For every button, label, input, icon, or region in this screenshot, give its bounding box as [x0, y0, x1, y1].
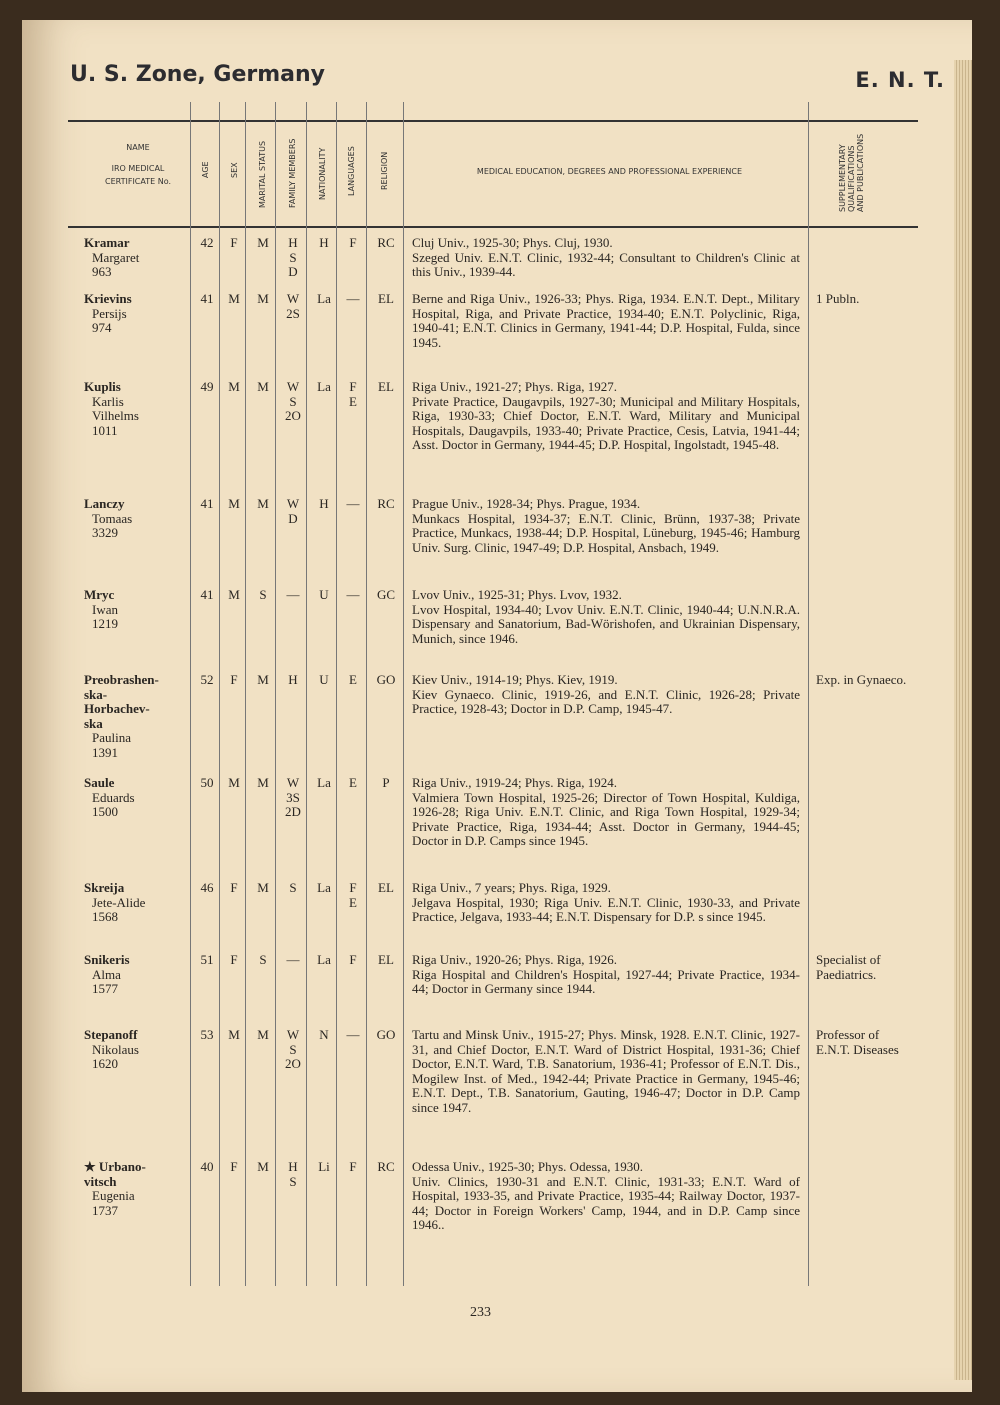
- entry-experience-paragraph: Berne and Riga Univ., 1926-33; Phys. Riga, 1934. E.N.T. Dept., Military Hospital, Riga, and Private Practice, 1934-40; E.N.T. Polyclinic, Riga, 1940-41; E.N.T. Clinics in Germany, 1941-44; D.P. Hospital, Fulda, since 1945.: [412, 291, 800, 350]
- entry-family-members: [279, 380, 307, 424]
- entry-family-members: [279, 881, 307, 896]
- entry-given-name: Tomaas: [92, 510, 133, 526]
- entry-experience-paragraph: Kiev Univ., 1914-19; Phys. Kiev, 1919.: [412, 672, 618, 687]
- entry-name-cell: [84, 776, 184, 820]
- entry-religion: EL: [378, 379, 394, 394]
- entry-surname: Lanczy: [84, 496, 125, 511]
- entry-religion: EL: [378, 952, 394, 967]
- entry-sex: M: [228, 1027, 240, 1042]
- entry-family-member: W: [286, 775, 300, 790]
- entry-age: 51: [200, 952, 214, 967]
- entry-supplementary: Professor of E.N.T. Diseases: [816, 1027, 899, 1057]
- entry-family-member: W: [286, 1027, 300, 1042]
- entry-age: 42: [200, 235, 214, 250]
- entry-family-member: —: [286, 587, 300, 602]
- entry-given-name: 1568: [92, 909, 118, 925]
- entry-given-name: Alma: [92, 966, 121, 982]
- entry-nationality: U: [319, 587, 329, 602]
- entry-religion: GO: [376, 1027, 396, 1042]
- column-divider: [366, 102, 367, 1286]
- entry-age: 53: [200, 1027, 214, 1042]
- entry-sex: F: [230, 672, 238, 687]
- entry-language: E: [349, 672, 357, 687]
- entry-given-name: Iwan: [92, 601, 118, 617]
- entry-nationality: N: [319, 1027, 329, 1042]
- entry-family-member: 2O: [285, 408, 301, 424]
- entry-language: F: [349, 1159, 357, 1174]
- entry-family-members: [279, 1160, 307, 1189]
- entry-given-name: 1737: [92, 1202, 118, 1218]
- entry-sex: M: [228, 379, 240, 394]
- column-divider: [403, 102, 404, 1286]
- entry-religion: RC: [377, 1159, 395, 1174]
- entry-surname: Snikeris: [84, 952, 130, 967]
- entry-sex: M: [228, 291, 240, 306]
- entry-given-name: Paulina: [92, 730, 131, 746]
- entry-sex: F: [230, 1159, 238, 1174]
- entry-given-name: Eugenia: [92, 1188, 135, 1204]
- entry-languages: [340, 776, 366, 791]
- entry-marital-status: S: [259, 952, 267, 967]
- entry-experience-paragraph: Riga Univ., 1920-26; Phys. Riga, 1926.: [412, 952, 617, 967]
- entry-name-cell: [84, 881, 184, 925]
- entry-family-member: H: [288, 1159, 298, 1174]
- entry-given-name: Margaret: [92, 249, 140, 265]
- entry-religion: RC: [377, 235, 395, 250]
- entry-given-name: Persijs: [92, 305, 127, 321]
- entry-family-member: H: [288, 235, 298, 250]
- entry-experience: [412, 776, 800, 849]
- entry-age: 50: [200, 775, 214, 790]
- entry-given-name: 3329: [92, 525, 118, 541]
- entry-languages: [340, 588, 366, 603]
- column-divider: [190, 102, 191, 1286]
- header-bottom-rule: [68, 226, 918, 228]
- entry-experience: [412, 1160, 800, 1233]
- entry-family-members: [279, 673, 307, 688]
- entry-experience: [412, 292, 800, 350]
- column-divider: [336, 102, 337, 1286]
- entry-family-members: [279, 292, 307, 321]
- entry-family-member: S: [289, 880, 297, 895]
- entry-experience-paragraph: Riga Hospital and Children's Hospital, 1927-44; Private Practice, 1934-44; Doctor in Germany since 1944.: [412, 966, 800, 997]
- column-header-languages: LANGUAGES: [347, 146, 356, 196]
- entry-name-cell: [84, 497, 184, 541]
- entry-language: E: [349, 775, 357, 790]
- entry-experience-paragraph: Cluj Univ., 1925-30; Phys. Cluj, 1930.: [412, 235, 613, 250]
- entry-experience: [412, 953, 800, 997]
- entry-given-name: 1577: [92, 981, 118, 997]
- entry-experience-paragraph: Valmiera Town Hospital, 1925-26; Director of Town Hospital, Kuldiga, 1926-28; Riga Univ. E.N.T. Clinic, and Riga Town Hospital, 1929-34; Private Practice, Riga, 1934-44; Asst. Doctor in Germany, 1944-45; Doctor in D.P. Camps since 1945.: [412, 789, 800, 849]
- column-header-name-line: CERTIFICATE No.: [104, 176, 172, 186]
- entry-experience-paragraph: Kiev Gynaeco. Clinic, 1919-26, and E.N.T. Clinic, 1926-28; Private Practice, 1928-43; Doctor in D.P. Camp, 1945-47.: [412, 686, 800, 717]
- entry-experience-paragraph: Szeged Univ. E.N.T. Clinic, 1932-44; Consultant to Children's Clinic at this Univ., 1939-44.: [412, 249, 800, 280]
- entry-age: 40: [200, 1159, 214, 1174]
- entry-experience: [412, 673, 800, 717]
- entry-family-members: [279, 588, 307, 603]
- entry-nationality: La: [317, 880, 331, 895]
- entry-language: F: [349, 952, 357, 967]
- entry-nationality: H: [319, 496, 329, 511]
- page-header-section: E. N. T.: [855, 68, 945, 92]
- entry-surname: Krievins: [84, 291, 132, 306]
- entry-name-cell: [84, 380, 184, 438]
- entry-family-members: [279, 1028, 307, 1072]
- entry-family-member: W: [286, 496, 300, 511]
- entry-sex: F: [230, 880, 238, 895]
- entry-surname: ska-: [84, 686, 108, 702]
- entry-experience-paragraph: Prague Univ., 1928-34; Phys. Prague, 1934.: [412, 496, 641, 511]
- entry-given-name: 1219: [92, 616, 118, 632]
- entry-nationality: La: [317, 952, 331, 967]
- entry-experience-paragraph: Munkacs Hospital, 1934-37; E.N.T. Clinic, Brünn, 1937-38; Private Practice, Munkacs, 1938-44; D.P. Hospital, Lüneburg, 1945-46; Hamburg Univ. Surg. Clinic, 1947-49; D.P. Hospital, Ansbach, 1949.: [412, 510, 800, 555]
- entry-religion: GO: [376, 672, 396, 687]
- entry-surname: Preobrashen-: [84, 672, 159, 687]
- entry-language: E: [349, 894, 357, 910]
- entry-surname: ska: [84, 715, 103, 731]
- entry-languages: [340, 380, 366, 409]
- entry-family-member: —: [286, 952, 300, 967]
- entry-languages: [340, 881, 366, 910]
- entry-surname: Kramar: [84, 235, 130, 250]
- entry-experience-paragraph: Lvov Hospital, 1934-40; Lvov Univ. E.N.T. Clinic, 1940-44; U.N.N.R.A. Dispensary and Sanatorium, Bad-Wörishofen, and Ukrainian Dispensary, Munich, since 1946.: [412, 601, 800, 646]
- entry-marital-status: M: [257, 880, 269, 895]
- entry-family-member: S: [289, 393, 297, 409]
- column-header-supplementary: [838, 134, 866, 212]
- entry-sex: F: [230, 235, 238, 250]
- column-header-religion: RELIGION: [380, 151, 389, 190]
- entry-family-members: [279, 953, 307, 968]
- entry-name-cell: [84, 1028, 184, 1072]
- entry-language: F: [349, 235, 357, 250]
- entry-surname: ★ Urbano-: [84, 1159, 146, 1174]
- column-header-supplementary-line: AND PUBLICATIONS: [856, 133, 866, 212]
- column-header-marital: MARITAL STATUS: [258, 140, 267, 208]
- column-divider: [275, 102, 276, 1286]
- column-divider: [245, 102, 246, 1286]
- entry-experience: [412, 881, 800, 925]
- entry-surname: Stepanoff: [84, 1027, 138, 1042]
- column-divider: [219, 102, 220, 1286]
- entry-languages: [340, 953, 366, 968]
- entry-surname: Kuplis: [84, 379, 121, 394]
- column-divider: [808, 102, 809, 1286]
- entry-given-name: 1391: [92, 744, 118, 760]
- entry-marital-status: M: [257, 1159, 269, 1174]
- entry-language: —: [346, 587, 360, 602]
- entry-marital-status: S: [259, 587, 267, 602]
- entry-nationality: U: [319, 672, 329, 687]
- entry-nationality: La: [317, 379, 331, 394]
- column-header-family: FAMILY MEMBERS: [288, 138, 297, 208]
- entry-name-cell: [84, 953, 184, 997]
- entry-given-name: 974: [92, 320, 112, 336]
- entry-family-member: W: [286, 291, 300, 306]
- entry-experience-paragraph: Riga Univ., 7 years; Phys. Riga, 1929.: [412, 880, 611, 895]
- column-header-sex: SEX: [230, 162, 239, 178]
- entry-experience-paragraph: Jelgava Hospital, 1930; Riga Univ. E.N.T. Clinic, 1930-33, and Private Practice, Jelgava, 1933-44; E.N.T. Dispensary for D.P. s since 1945.: [412, 894, 800, 925]
- entry-given-name: Vilhelms: [92, 408, 139, 424]
- entry-languages: [340, 292, 366, 307]
- entry-language: E: [349, 393, 357, 409]
- entry-family-members: [279, 236, 307, 280]
- entry-experience-paragraph: Lvov Univ., 1925-31; Phys. Lvov, 1932.: [412, 587, 622, 602]
- column-header-age: AGE: [201, 161, 210, 178]
- entry-given-name: 963: [92, 264, 112, 280]
- entry-age: 52: [200, 672, 214, 687]
- entry-languages: [340, 1160, 366, 1175]
- entry-family-member: D: [288, 510, 298, 526]
- entry-age: 41: [200, 291, 214, 306]
- entry-family-member: 3S: [286, 789, 300, 805]
- entry-languages: [340, 1028, 366, 1043]
- column-header-supplementary-line: QUALIFICATIONS: [847, 145, 857, 212]
- entry-given-name: Nikolaus: [92, 1041, 139, 1057]
- entry-experience-paragraph: Tartu and Minsk Univ., 1915-27; Phys. Minsk, 1928. E.N.T. Clinic, 1927-31, and Chief Doctor, E.N.T. Ward of District Hospital, 1931-36; Chief Doctor, E.N.T. Ward, T.B. Sanatorium, 1936-41; Professor of E.N.T. Dis., Mogilew Inst. of Med., 1942-44; Private Practice in Germany, 1945-46; E.N.T. Dept., T.B. Sanatorium, Gauting, 1946-47; Doctor in D.P. Camp since 1947.: [412, 1027, 800, 1115]
- entry-sex: F: [230, 952, 238, 967]
- entry-experience: [412, 588, 800, 646]
- entry-surname: Mryc: [84, 587, 115, 602]
- entry-name-cell: [84, 236, 184, 280]
- entry-religion: RC: [377, 496, 395, 511]
- entry-age: 41: [200, 587, 214, 602]
- entry-family-member: S: [289, 1173, 297, 1189]
- entry-family-member: D: [288, 264, 298, 280]
- entry-nationality: La: [317, 775, 331, 790]
- entry-religion: GC: [376, 587, 396, 602]
- entry-given-name: Eduards: [92, 789, 135, 805]
- entry-marital-status: M: [257, 291, 269, 306]
- entry-surname: vitsch: [84, 1173, 117, 1189]
- entry-age: 46: [200, 880, 214, 895]
- entry-age: 49: [200, 379, 214, 394]
- entry-family-member: 2S: [286, 305, 300, 321]
- entry-sex: M: [228, 775, 240, 790]
- entry-language: F: [349, 379, 357, 394]
- entry-experience-paragraph: Odessa Univ., 1925-30; Phys. Odessa, 1930.: [412, 1159, 643, 1174]
- entry-experience-paragraph: Univ. Clinics, 1930-31 and E.N.T. Clinic, 1931-33; E.N.T. Ward of Hospital, 1933-35, and Private Practice, 1935-44; Railway Doctor, 1937-44; Doctor in Foreign Workers' Camp, 1944, and in D.P. Camp since 1946..: [412, 1173, 800, 1233]
- entry-marital-status: M: [257, 379, 269, 394]
- column-header-name: [88, 142, 188, 188]
- header-top-rule: [68, 120, 918, 122]
- entry-family-member: 2O: [285, 1056, 301, 1072]
- entry-experience: [412, 1028, 800, 1116]
- entry-given-name: Jete-Alide: [92, 894, 146, 910]
- entry-marital-status: M: [257, 672, 269, 687]
- entry-given-name: 1011: [92, 422, 118, 438]
- page-header-title: U. S. Zone, Germany: [70, 62, 326, 87]
- entry-experience-paragraph: Riga Univ., 1919-24; Phys. Riga, 1924.: [412, 775, 617, 790]
- entry-languages: [340, 673, 366, 688]
- entry-name-cell: [84, 1160, 184, 1218]
- entry-name-cell: [84, 292, 184, 336]
- entry-family-member: H: [288, 672, 298, 687]
- entry-family-member: 2D: [285, 804, 301, 820]
- entry-marital-status: M: [257, 496, 269, 511]
- entry-family-member: S: [289, 249, 297, 265]
- entry-experience-paragraph: Riga Univ., 1921-27; Phys. Riga, 1927.: [412, 379, 617, 394]
- column-header-experience: MEDICAL EDUCATION, DEGREES AND PROFESSIONAL EXPERIENCE: [476, 167, 743, 176]
- entry-given-name: Karlis: [92, 393, 124, 409]
- entry-age: 41: [200, 496, 214, 511]
- entry-surname: Horbachev-: [84, 701, 150, 717]
- entry-language: —: [346, 291, 360, 306]
- entry-name-cell: [84, 673, 184, 761]
- entry-marital-status: M: [257, 235, 269, 250]
- column-header-supplementary-line: SUPPLEMENTARY: [838, 144, 847, 212]
- entry-supplementary: Exp. in Gynaeco.: [816, 672, 907, 687]
- entry-experience: [412, 380, 800, 453]
- entry-religion: EL: [378, 291, 394, 306]
- entry-nationality: H: [319, 235, 329, 250]
- column-header-name-line: IRO MEDICAL: [111, 163, 165, 173]
- entry-language: —: [346, 496, 360, 511]
- entry-supplementary: Specialist of Paediatrics.: [816, 952, 881, 982]
- entry-language: F: [349, 880, 357, 895]
- entry-language: —: [346, 1027, 360, 1042]
- entry-sex: M: [228, 496, 240, 511]
- entry-experience-paragraph: Private Practice, Daugavpils, 1927-30; Municipal and Military Hospitals, Riga, 1930-33; Chief Doctor, E.N.T. Ward, Military and Municipal Hospitals, Daugavpils, 1933-40; Private Practice, Cesis, Latvia, 1941-44; Asst. Doctor in Germany, 1944-45; D.P. Hospital, Ingolstadt, 1945-48.: [412, 393, 800, 453]
- entry-surname: Saule: [84, 775, 115, 790]
- column-header-name-line: NAME: [126, 143, 150, 152]
- entry-family-members: [279, 776, 307, 820]
- entry-family-member: W: [286, 379, 300, 394]
- entry-experience: [412, 497, 800, 555]
- entry-religion: P: [382, 775, 390, 790]
- entry-nationality: La: [317, 291, 331, 306]
- entry-experience: [412, 236, 800, 280]
- entry-surname: Skreija: [84, 880, 125, 895]
- entry-nationality: Li: [318, 1159, 330, 1174]
- column-header-nationality: NATIONALITY: [318, 147, 327, 200]
- entry-family-members: [279, 497, 307, 526]
- entry-languages: [340, 236, 366, 251]
- entry-marital-status: M: [257, 775, 269, 790]
- entry-religion: EL: [378, 880, 394, 895]
- entry-supplementary: 1 Publn.: [816, 291, 860, 306]
- entry-name-cell: [84, 588, 184, 632]
- entry-given-name: 1620: [92, 1056, 118, 1072]
- entry-sex: M: [228, 587, 240, 602]
- entry-marital-status: M: [257, 1027, 269, 1042]
- page-edge: [954, 60, 972, 1380]
- entry-languages: [340, 497, 366, 512]
- entry-family-member: S: [289, 1041, 297, 1057]
- page-number: 233: [470, 1305, 491, 1320]
- entry-given-name: 1500: [92, 804, 118, 820]
